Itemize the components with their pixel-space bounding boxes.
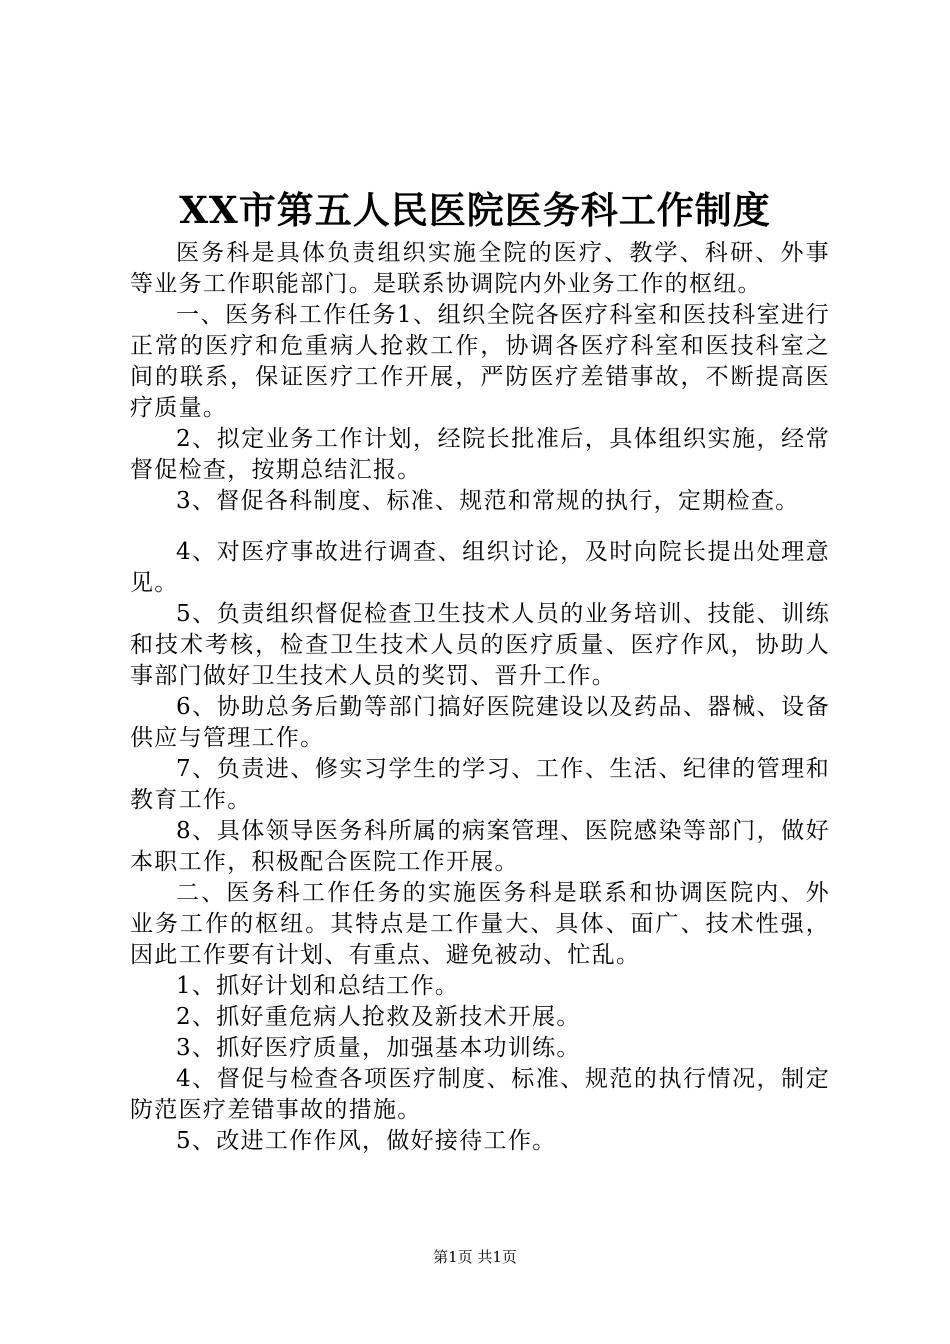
paragraph-item-8: 8、具体领导医务科所属的病案管理、医院感染等部门，做好本职工作，积极配合医院工作开展。 [130, 818, 830, 875]
paragraph-subitem-2: 2、抓好重危病人抢救及新技术开展。 [176, 1004, 581, 1030]
paragraph-subitem-3: 3、抓好医疗质量，加强基本功训练。 [176, 1035, 581, 1061]
paragraph-item-6: 6、协助总务后勤等部门搞好医院建设以及药品、器械、设备供应与管理工作。 [130, 694, 830, 751]
page-footer: 第1页 共1页 [433, 1248, 517, 1266]
paragraph-subitem-1: 1、抓好计划和总结工作。 [176, 973, 460, 999]
paragraph-subitem-4: 4、督促与检查各项医疗制度、标准、规范的执行情况，制定防范医疗差错事故的措施。 [130, 1066, 830, 1123]
paragraph-item-7: 7、负责进、修实习学生的学习、工作、生活、纪律的管理和教育工作。 [130, 756, 830, 813]
document-title: XX市第五人民医院医务科工作制度 [179, 188, 771, 232]
document-body [130, 238, 830, 1157]
paragraph-item-4: 4、对医疗事故进行调查、组织讨论，及时向院长提出处理意见。 [130, 539, 830, 596]
paragraph-intro: 医务科是具体负责组织实施全院的医疗、教学、科研、外事等业务工作职能部门。是联系协调院内外业务工作的枢纽。 [130, 240, 830, 297]
paragraph-item-3: 3、督促各科制度、标准、规范和常规的执行，定期检查。 [176, 488, 800, 514]
paragraph-subitem-5: 5、改进工作作风，做好接待工作。 [176, 1128, 557, 1154]
paragraph-item-5: 5、负责组织督促检查卫生技术人员的业务培训、技能、训练和技术考核，检查卫生技术人员的医疗质量、医疗作风，协助人事部门做好卫生技术人员的奖罚、晋升工作。 [130, 601, 830, 689]
paragraph-section-2: 二、医务科工作任务的实施医务科是联系和协调医院内、外业务工作的枢纽。其特点是工作量大、具体、面广、技术性强，因此工作要有计划、有重点、避免被动、忙乱。 [130, 880, 830, 968]
paragraph-item-2: 2、拟定业务工作计划，经院长批准后，具体组织实施，经常督促检查，按期总结汇报。 [130, 426, 830, 483]
paragraph-section-1: 一、医务科工作任务1、组织全院各医疗科室和医技科室进行正常的医疗和危重病人抢救工作，协调各医疗科室和医技科室之间的联系，保证医疗工作开展，严防医疗差错事故，不断提高医疗质量。 [130, 302, 830, 421]
